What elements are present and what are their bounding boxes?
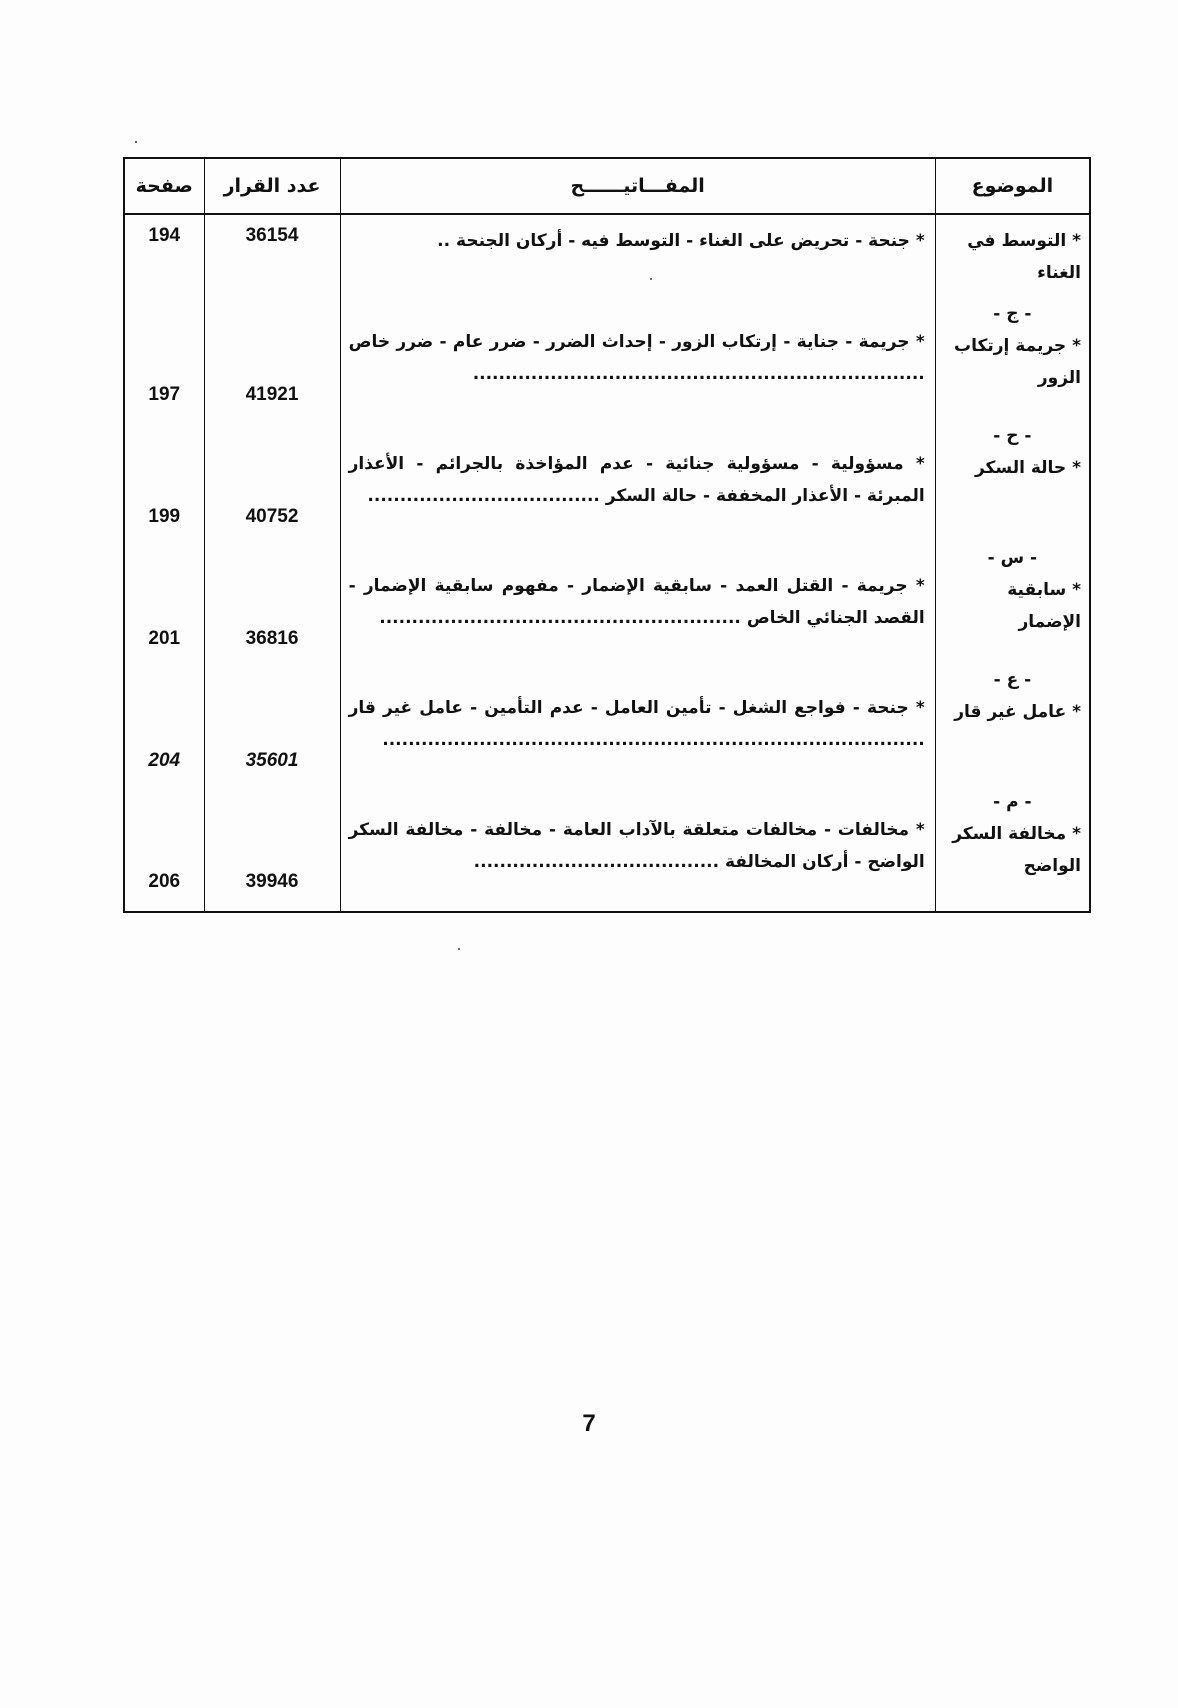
table-row: [124, 214, 1090, 302]
row-keywords-text: * جريمة - القتل العمد - سابقية الإضمار - مفهوم سابقية الإضمار - القصد الجنائي الخاص: [348, 576, 925, 628]
row-page: 201: [148, 628, 181, 649]
row-keywords-text: * مسؤولية - مسؤولية جنائية - عدم المؤاخذة بالجرائم - الأعذار المبرئة - الأعذار المخففة - حالة السكر: [348, 454, 925, 506]
row-decision-number: 40752: [245, 506, 299, 527]
row-keywords: [341, 668, 935, 756]
scan-speck: [135, 141, 137, 143]
row-subject: * سابقية الإضمار: [1007, 580, 1081, 632]
row-subject: * حالة السكر: [974, 458, 1081, 478]
row-decision-number: 36154: [245, 225, 299, 246]
section-letter: - م -: [993, 792, 1032, 812]
row-page: 204: [148, 750, 181, 771]
row-decision-number: 36816: [245, 628, 299, 649]
header-decision-number: عدد القرار: [204, 158, 340, 214]
leader-dots: ....................................................................................: [382, 730, 925, 750]
header-page: صفحة: [124, 158, 204, 214]
leader-dots: ....................................: [367, 486, 600, 506]
page-number: 7: [582, 1410, 596, 1437]
row-keywords: [341, 215, 935, 257]
header-keywords: المفـــاتيــــــح: [340, 158, 935, 214]
row-page: 194: [148, 225, 181, 246]
section-letter: - ح -: [993, 426, 1032, 446]
section-letter: - ع -: [993, 670, 1032, 690]
header-row: [124, 158, 1090, 214]
row-keywords: [341, 302, 935, 390]
table-row: [124, 668, 1090, 790]
row-keywords: [341, 424, 935, 512]
row-page: 199: [148, 506, 181, 527]
row-keywords-text: * مخالفات - مخالفات متعلقة بالآداب العامة - مخالفة - مخالفة السكر الواضح - أركان المخالفة: [348, 820, 925, 872]
row-subject: * التوسط في الغناء: [967, 231, 1081, 283]
row-keywords-text: * جريمة - جناية - إرتكاب الزور - إحداث الضرر - ضرر عام - ضرر خاص: [348, 332, 925, 352]
table-row: [124, 546, 1090, 668]
row-keywords-text: * جنحة - تحريض على الغناء - التوسط فيه - أركان الجنحة ..: [437, 231, 925, 251]
section-letter: - س -: [987, 548, 1038, 568]
row-subject: * جريمة إرتكاب الزور: [954, 336, 1081, 388]
table-row: [124, 302, 1090, 424]
table-row: [124, 424, 1090, 546]
index-table: [123, 157, 1091, 913]
row-page: 197: [148, 384, 181, 405]
row-subject: * مخالفة السكر الواضح: [952, 824, 1081, 876]
scan-speck: [458, 948, 460, 950]
row-page: 206: [148, 871, 181, 892]
row-decision-number: 35601: [245, 750, 299, 771]
section-letter: - ج -: [993, 304, 1032, 324]
leader-dots: ........................................................: [379, 608, 741, 628]
row-keywords-text: * جنحة - فواجع الشغل - تأمين العامل - عدم التأمين - عامل غير قار: [348, 698, 925, 718]
leader-dots: ......................................: [473, 852, 720, 872]
leader-dots: ......................................................................: [472, 364, 925, 384]
row-decision-number: 41921: [245, 384, 299, 405]
table-row: [124, 790, 1090, 912]
row-decision-number: 39946: [245, 871, 299, 892]
row-subject: * عامل غير قار: [954, 702, 1081, 722]
row-keywords: [341, 546, 935, 634]
row-keywords: [341, 790, 935, 878]
header-subject: الموضوع: [935, 158, 1090, 214]
